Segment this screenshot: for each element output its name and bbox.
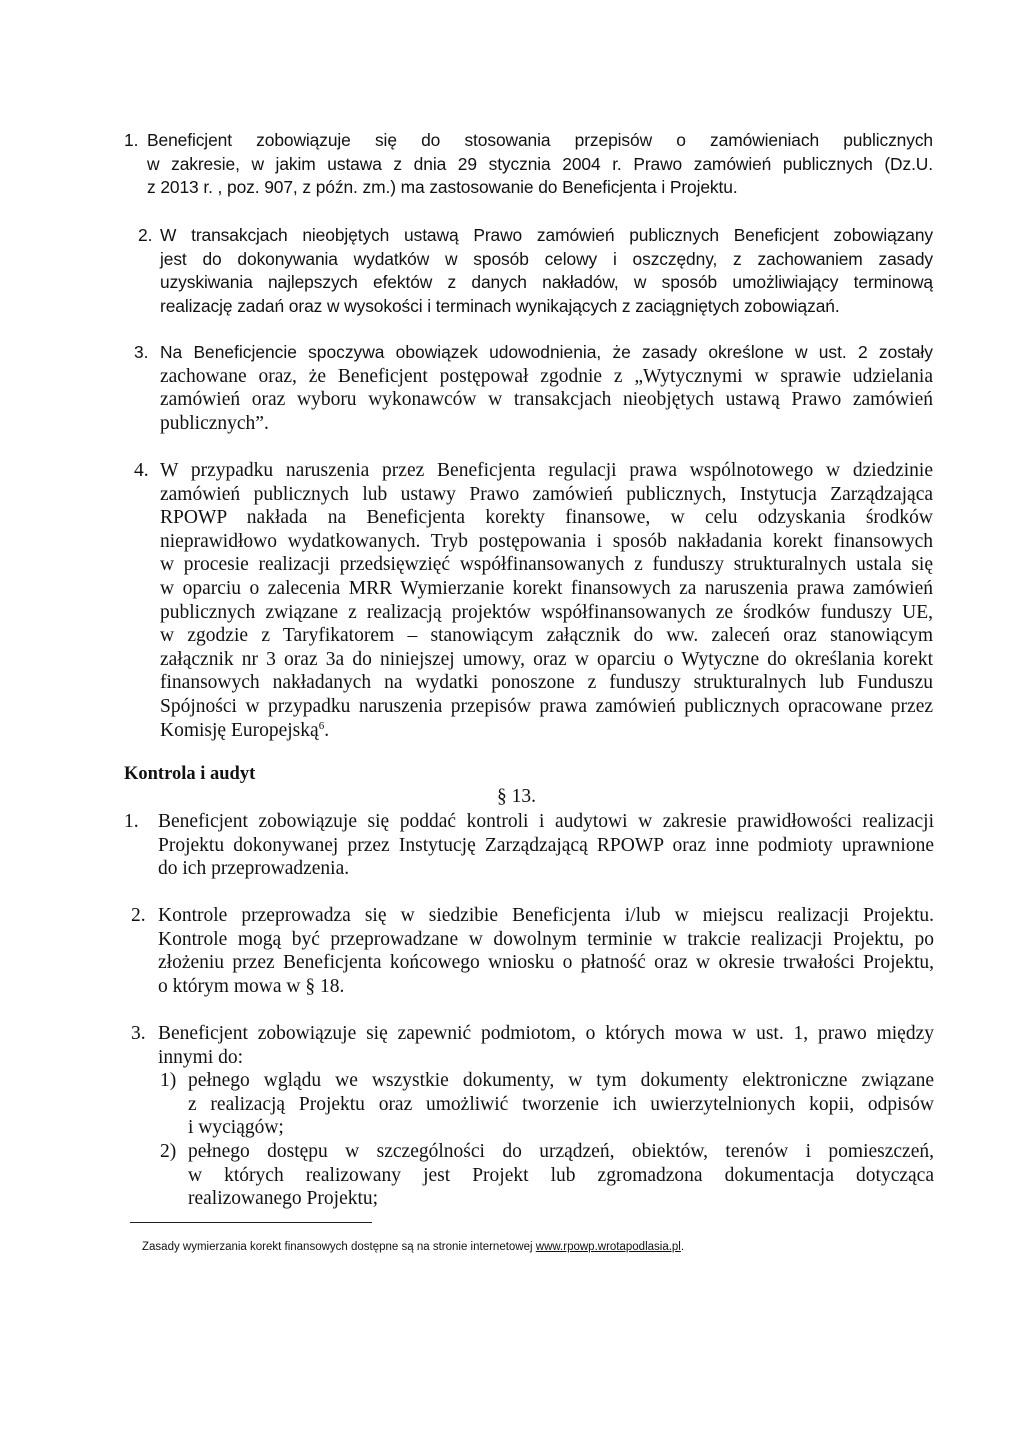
- text-line: w zgodzie z Taryfikatorem – stanowiącym załącznik do ww. zaleceń oraz stanowiącym: [160, 625, 933, 647]
- paragraph: [160, 224, 933, 318]
- text-line: W przypadku naruszenia przez Beneficjenta regulacji prawa wspólnotowego w dziedzinie: [160, 460, 933, 481]
- text-line: w oparciu o zalecenia MRR Wymierzanie korekt finansowych za naruszenia prawa zamówień: [160, 577, 933, 599]
- item-number: 3.: [131, 1023, 146, 1044]
- item-number: 1.: [124, 130, 139, 150]
- text-line: realizowanego Projektu;: [188, 1188, 379, 1210]
- text-line: Kontrole przeprowadza się w siedzibie Beneficjenta i/lub w miejscu realizacji Projektu.: [158, 905, 934, 926]
- text-line: [160, 719, 933, 743]
- text-line: Na Beneficjencie spoczywa obowiązek udowodnienia, że zasady określone w ust. 2 zostały: [160, 342, 933, 362]
- text-line: Beneficjent zobowiązuje się do stosowania przepisów o zamówieniach publicznych: [147, 130, 933, 150]
- item-number: 4.: [134, 460, 149, 481]
- text-line: w zakresie, w jakim ustawa z dnia 29 stycznia 2004 r. Prawo zamówień publicznych (Dz.U.: [147, 153, 933, 174]
- paragraph: [147, 129, 933, 200]
- paragraph: [160, 341, 933, 435]
- text-line: zamówień publicznych lub ustawy Prawo zamówień publicznych, Instytucja Zarządzająca: [160, 483, 933, 505]
- text-line: Spójności w przypadku naruszenia przepisów prawa zamówień publicznych opracowane przez: [160, 695, 933, 717]
- text-line: w procesie realizacji przedsięwzięć współfinansowanych z funduszy strukturalnych ustala się: [160, 554, 933, 576]
- text-line: nieprawidłowo wydatkowanych. Tryb postępowania i sposób nakładania korekt finansowych: [160, 530, 933, 552]
- paragraph: [158, 1022, 934, 1069]
- text-line: pełnego dostępu w szczególności do urządzeń, obiektów, terenów i pomieszczeń,: [188, 1141, 934, 1162]
- text-line: publicznych”.: [160, 412, 269, 434]
- text-line: realizację zadań oraz w wysokości i terminach wynikających z zaciągniętych zobowiązań.: [160, 295, 840, 316]
- text-line: zamówień oraz wyboru wykonawców w transakcjach nieobjętych ustawą Prawo zamówień: [160, 389, 933, 411]
- section-heading: Kontrola i audyt: [124, 764, 256, 784]
- paragraph: [158, 810, 934, 881]
- subitem-paragraph: [188, 1069, 934, 1140]
- text-fragment: .: [324, 719, 330, 741]
- text-line: finansowych nakładanych na wydatki ponoszone z funduszy strukturalnych lub Funduszu: [160, 672, 933, 694]
- text-line: jest do dokonywania wydatków w sposób celowy i oszczędny, z zachowaniem zasady: [160, 248, 933, 269]
- text-line: złożeniu przez Beneficjenta końcowego wniosku o płatność oraz w okresie trwałości Projektu,: [158, 952, 934, 974]
- text-line: Kontrole mogą być przeprowadzane w dowolnym terminie w trakcie realizacji Projektu, po: [158, 928, 934, 950]
- item-number: 2.: [138, 225, 153, 245]
- footnote-reference: 6: [318, 719, 325, 732]
- text-line: publicznych związane z realizacją projektów współfinansowanych ze środków funduszy UE,: [160, 601, 933, 623]
- text-line: uzyskiwania najlepszych efektów z danych nakładów, w sposób umożliwiający terminową: [160, 272, 933, 293]
- footnote-link[interactable]: www.rpowp.wrotapodlasia.pl: [535, 1241, 681, 1253]
- text-line: innymi do:: [158, 1046, 244, 1068]
- item-number: 1.: [124, 811, 139, 832]
- text-line: z realizacją Projektu oraz umożliwić tworzenie ich uwierzytelnionych kopii, odpisów: [188, 1093, 934, 1115]
- footnote-end: .: [680, 1241, 685, 1253]
- text-line: pełnego wglądu we wszystkie dokumenty, w tym dokumenty elektroniczne związane: [188, 1070, 934, 1091]
- text-line: i wyciągów;: [188, 1117, 284, 1139]
- footnote-separator: [130, 1222, 372, 1223]
- footnote-text: Zasady wymierzania korekt finansowych dostępne są na stronie internetowej: [142, 1241, 533, 1253]
- text-line: W transakcjach nieobjętych ustawą Prawo zamówień publicznych Beneficjent zobowiązany: [160, 225, 933, 245]
- footnote: [142, 1241, 684, 1253]
- subitem-number: 1): [160, 1070, 177, 1091]
- text-line: Beneficjent zobowiązuje się zapewnić podmiotom, o których mowa w ust. 1, prawo między: [158, 1023, 934, 1044]
- text-line: zachowane oraz, że Beneficjent postępował zgodnie z „Wytycznymi w sprawie udzielania: [160, 365, 933, 387]
- text-line: Beneficjent zobowiązuje się poddać kontroli i audytowi w zakresie prawidłowości realizacji: [158, 811, 934, 832]
- text-line: w których realizowany jest Projekt lub zgromadzona dokumentacja dotycząca: [188, 1164, 934, 1186]
- subitem-number: 2): [160, 1141, 177, 1162]
- text-line: z 2013 r. , poz. 907, z późn. zm.) ma zastosowanie do Beneficjenta i Projektu.: [147, 177, 738, 198]
- paragraph: [160, 459, 933, 742]
- text-line: Projektu dokonywanej przez Instytucję Zarządzającą RPOWP oraz inne podmioty uprawnione: [158, 834, 934, 856]
- text-line: o którym mowa w § 18.: [158, 975, 345, 997]
- text-fragment: Komisję Europejską: [160, 719, 319, 741]
- subitem-paragraph: [188, 1140, 934, 1211]
- item-number: 3.: [134, 342, 149, 362]
- text-line: RPOWP nakłada na Beneficjenta korekty finansowe, w celu odzyskania środków: [160, 507, 933, 529]
- text-line: załącznik nr 3 oraz 3a do niniejszej umowy, oraz w oparciu o Wytyczne do określania korekt: [160, 648, 933, 670]
- section-number: § 13.: [497, 786, 536, 807]
- text-line: do ich przeprowadzenia.: [158, 858, 350, 880]
- paragraph: [158, 904, 934, 998]
- item-number: 2.: [131, 905, 146, 926]
